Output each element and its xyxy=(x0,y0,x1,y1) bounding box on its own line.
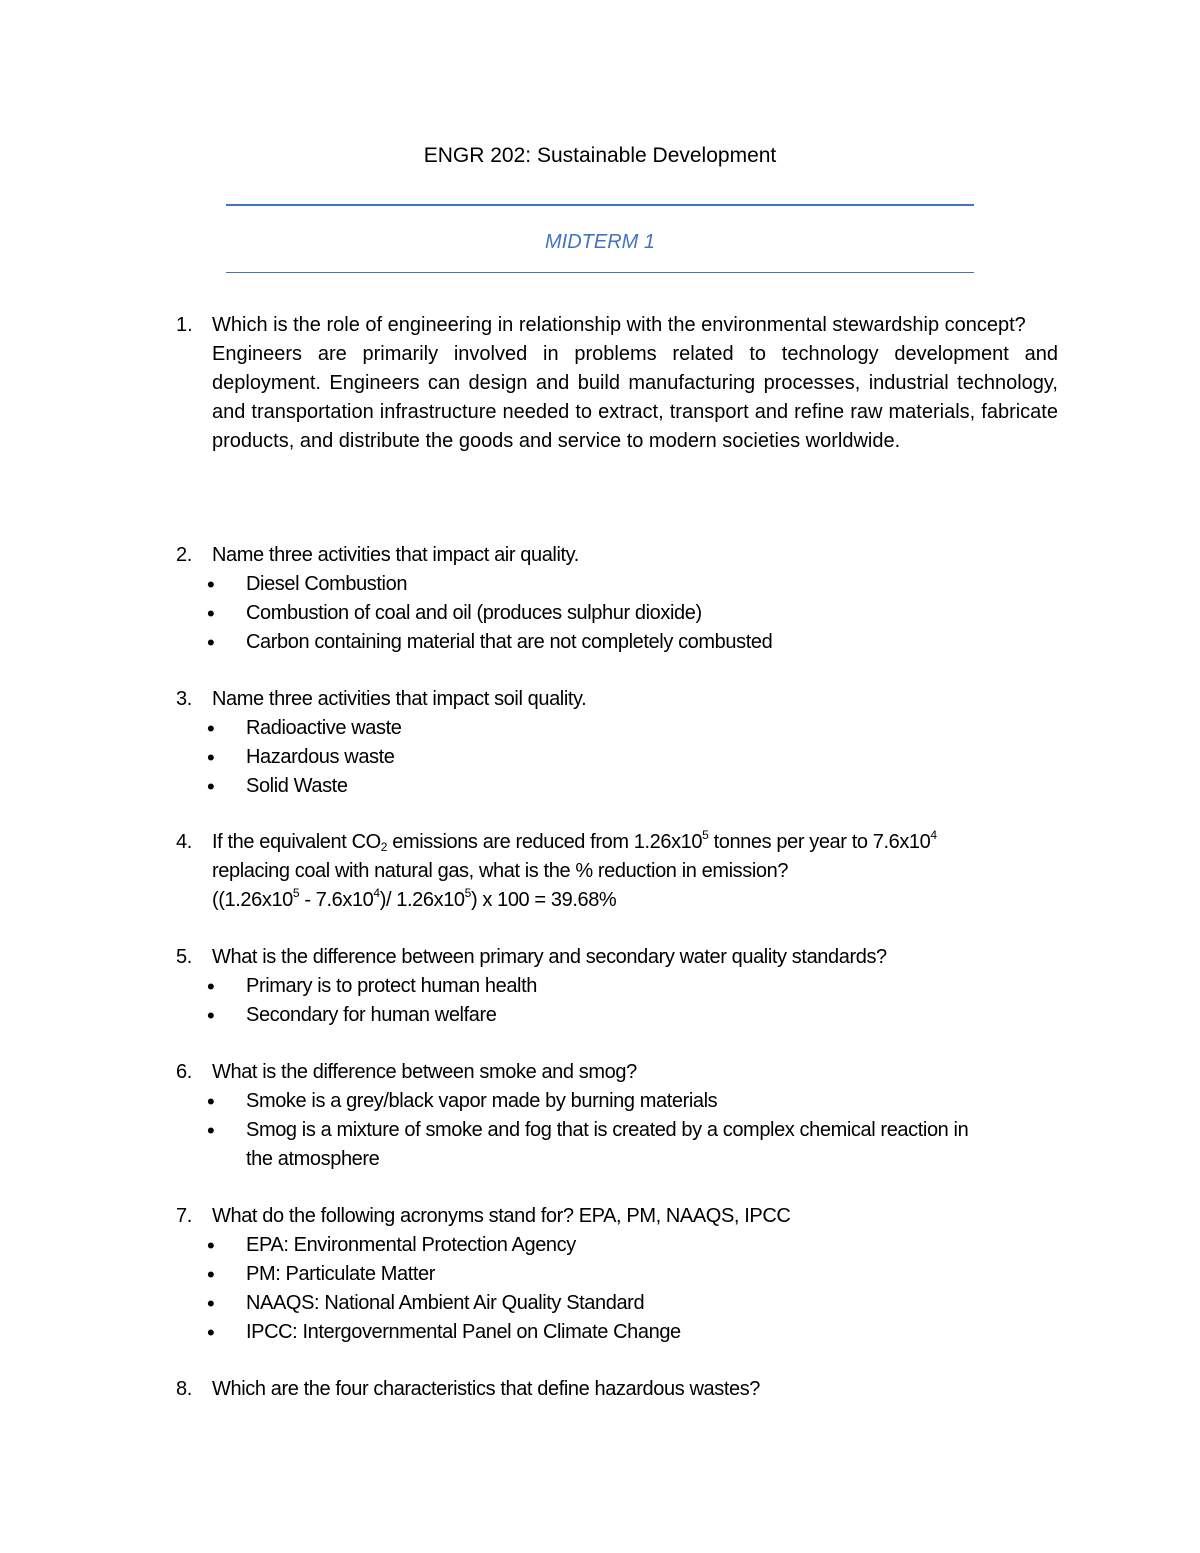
answer-list xyxy=(176,1231,1058,1347)
list-item: • Solid Waste xyxy=(176,772,1058,801)
question-number: 4. xyxy=(176,831,192,853)
header-rule-top xyxy=(226,204,974,206)
list-item: • Carbon containing material that are not completely combusted xyxy=(176,628,1058,657)
question-text: What is the difference between primary and secondary water quality standards? xyxy=(212,946,887,968)
question-4 xyxy=(176,828,1058,915)
question-text: What is the difference between smoke and smog? xyxy=(212,1061,637,1083)
question-5 xyxy=(176,943,1058,1030)
answer-list xyxy=(176,714,1058,801)
list-item: • Smoke is a grey/black vapor made by burning materials xyxy=(176,1087,986,1116)
question-3 xyxy=(176,685,1058,801)
question-number: 3. xyxy=(176,688,192,710)
question-6 xyxy=(176,1058,1058,1174)
list-item: • Primary is to protect human health xyxy=(176,972,1058,1001)
list-item: • Smog is a mixture of smoke and fog that is created by a complex chemical reaction in the atmosphere xyxy=(176,1116,986,1174)
question-number: 6. xyxy=(176,1061,192,1083)
list-item: • NAAQS: National Ambient Air Quality Standard xyxy=(176,1289,1058,1318)
question-text: What do the following acronyms stand for? EPA, PM, NAAQS, IPCC xyxy=(212,1205,791,1227)
answer-formula: ($(1.26x10^5 - 7.6x10^4)/$ $1.26x10^5$) x 100 = 39.68% xyxy=(212,886,617,911)
question-number: 7. xyxy=(176,1205,192,1227)
header-rule-bottom xyxy=(226,272,974,273)
question-text: Name three activities that impact air quality. xyxy=(212,544,579,566)
answer-list xyxy=(176,972,1058,1030)
question-text: Which is the role of engineering in relationship with the environmental stewardship concept? xyxy=(212,314,1026,336)
question-text: If the equivalent $CO_2$ emissions are reduced from $1.26x10^5$ tonnes per year to $7.6x10^4$ xyxy=(212,828,937,854)
list-item: • Diesel Combustion xyxy=(176,570,1058,599)
list-item: • Combustion of coal and oil (produces sulphur dioxide) xyxy=(176,599,1058,628)
question-8 xyxy=(176,1375,1058,1404)
list-item: • EPA: Environmental Protection Agency xyxy=(176,1231,1058,1260)
question-number: 2. xyxy=(176,544,192,566)
list-item: • Radioactive waste xyxy=(176,714,1058,743)
answer-list xyxy=(176,1087,986,1174)
list-item: • Secondary for human welfare xyxy=(176,1001,1058,1030)
question-1 xyxy=(176,311,1058,456)
question-number: 8. xyxy=(176,1378,192,1400)
course-title: ENGR 202: Sustainable Development xyxy=(423,144,777,167)
question-text-line2: replacing coal with natural gas, what is the % reduction in emission? xyxy=(212,860,789,882)
list-item: • Hazardous waste xyxy=(176,743,1058,772)
question-number: 5. xyxy=(176,946,192,968)
question-2 xyxy=(176,541,1058,657)
question-text: Name three activities that impact soil quality. xyxy=(212,688,587,710)
answer-list xyxy=(176,570,1058,657)
answer-text: Engineers are primarily involved in problems related to technology development and deployment. Engineers can design and build manufacturing processes, industrial technology, and transportation infrastructure needed to extract, transport and refine raw materials, fabricate products, and distribute the goods and service to modern societies worldwide. xyxy=(212,343,1058,452)
list-item: • PM: Particulate Matter xyxy=(176,1260,1058,1289)
exam-title: MIDTERM 1 xyxy=(545,231,655,253)
question-7 xyxy=(176,1202,1058,1347)
question-text: Which are the four characteristics that define hazardous wastes? xyxy=(212,1378,761,1400)
list-item: • IPCC: Intergovernmental Panel on Climate Change xyxy=(176,1318,1058,1347)
question-number: 1. xyxy=(176,314,193,336)
